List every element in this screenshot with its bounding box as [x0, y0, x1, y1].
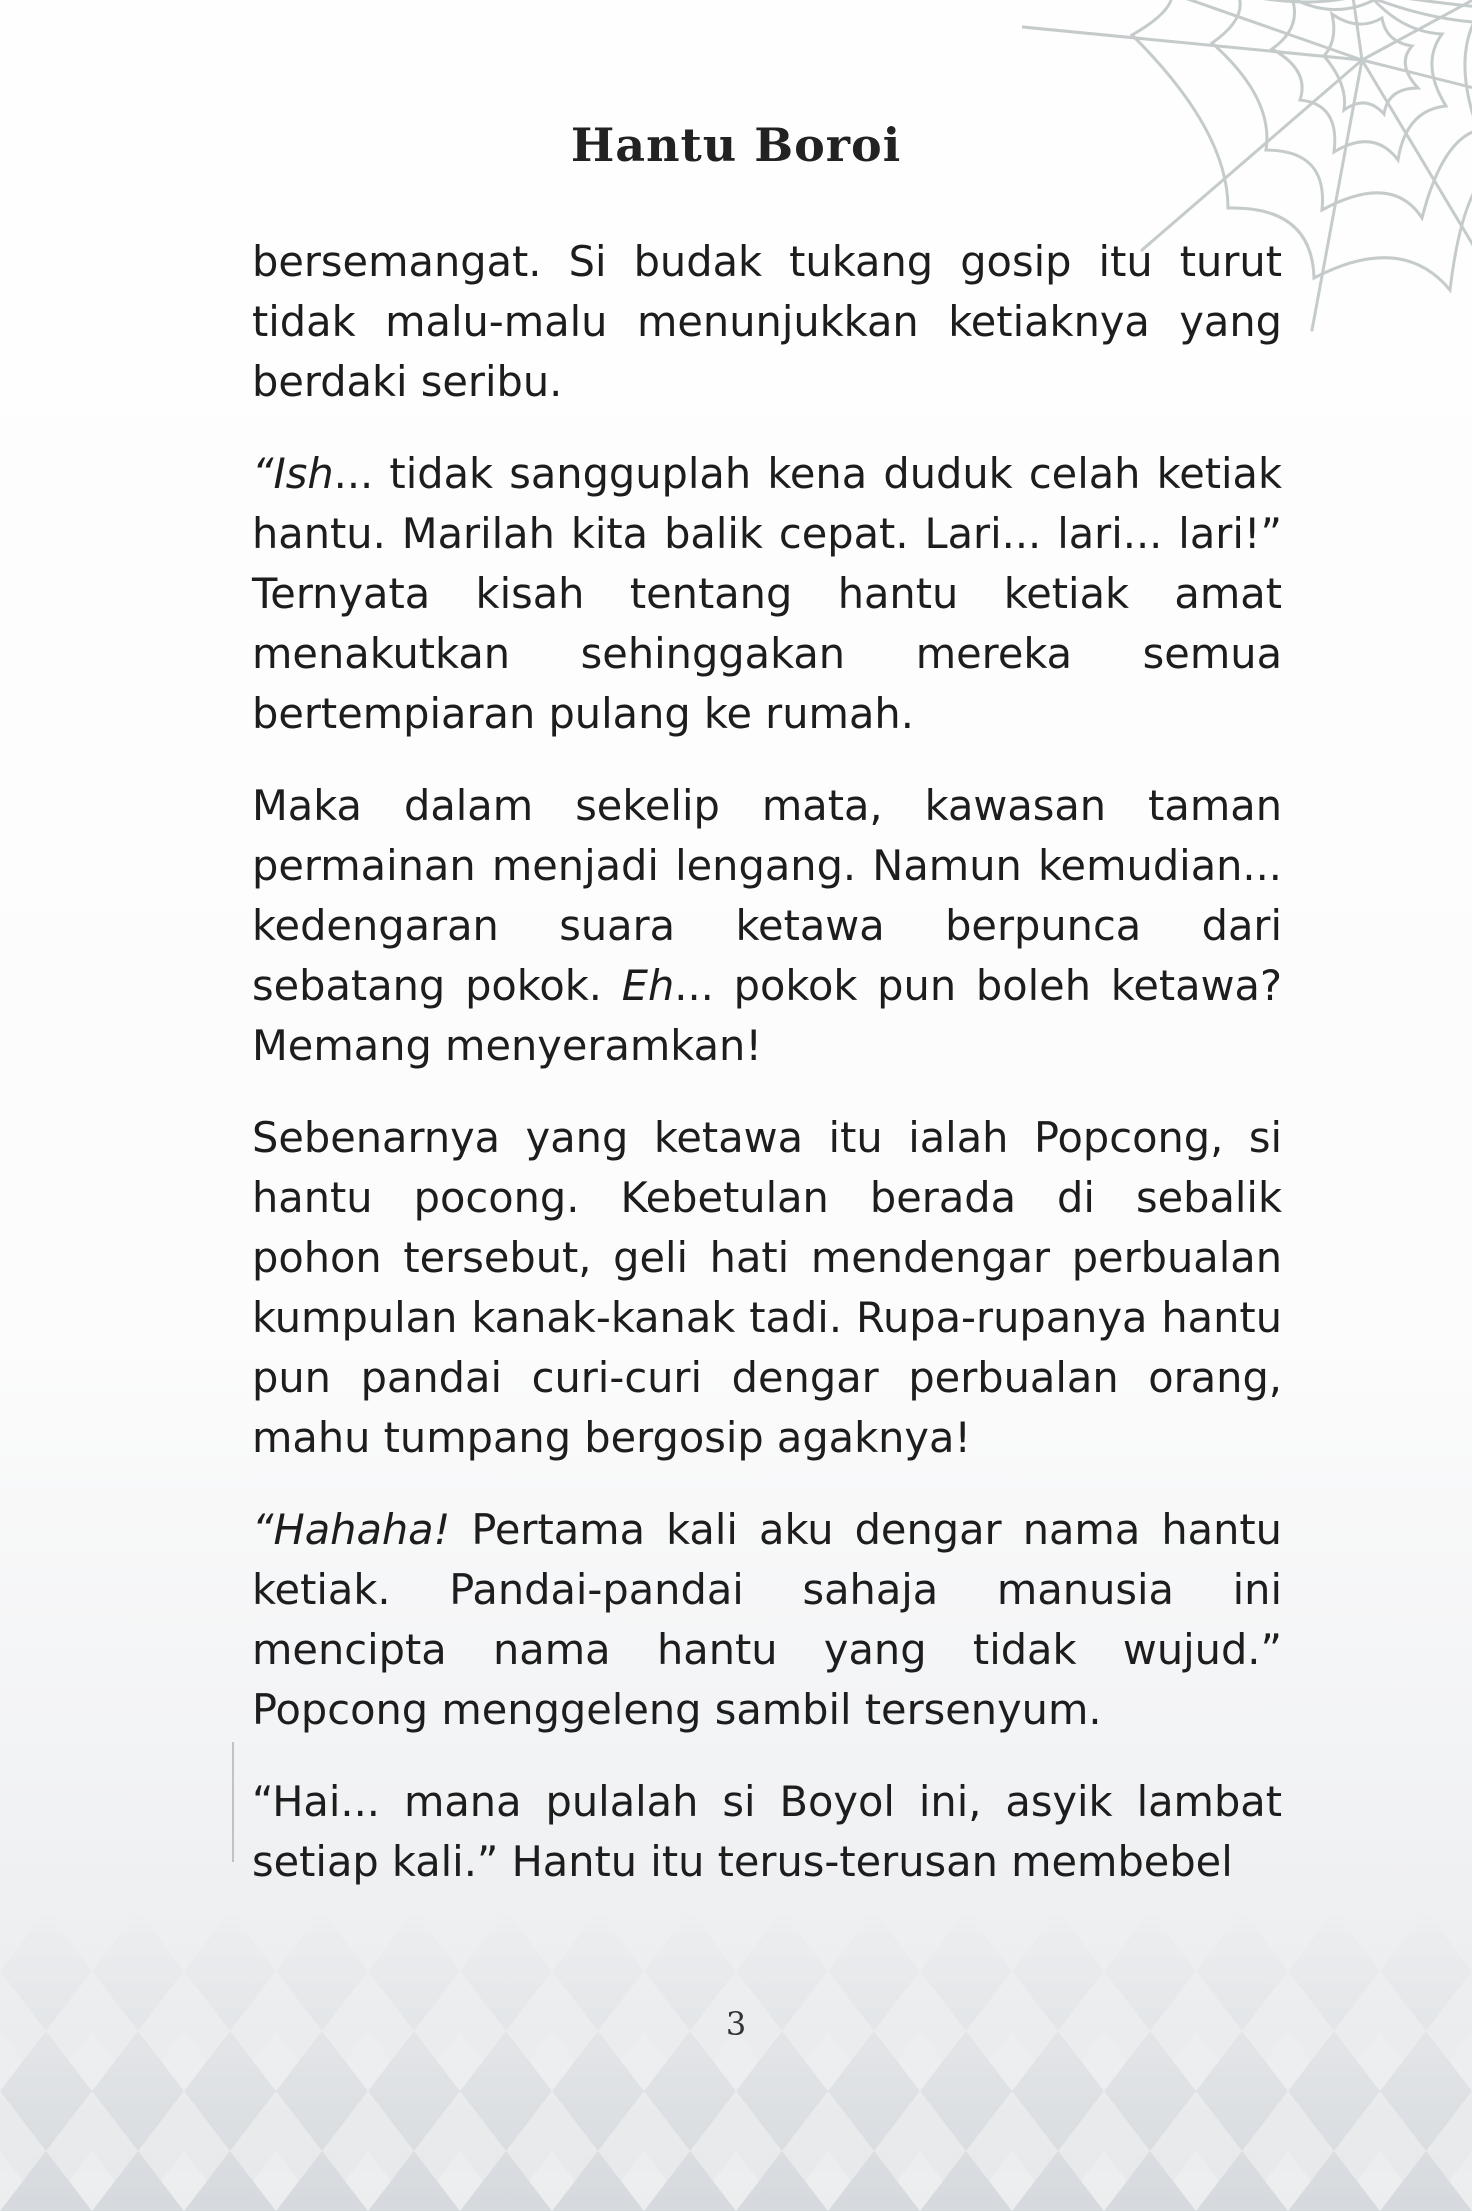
paragraph-text: Maka dalam sekelip mata, kawasan taman permainan menjadi lengang. Namun kemudian... kedengaran suara ketawa berpunca dari sebatang pokok. [252, 781, 1282, 1010]
paragraph-text: ... pokok pun boleh ketawa? Memang menyeramkan! [252, 961, 1282, 1070]
paragraph [252, 1500, 1282, 1740]
paragraph [252, 1108, 1282, 1468]
paragraph-text: Pertama kali aku dengar nama hantu ketiak. Pandai-pandai sahaja manusia ini mencipta nama hantu yang tidak wujud.” Popcong menggeleng sambil tersenyum. [252, 1505, 1282, 1734]
margin-mark [232, 1742, 234, 1862]
book-title: Hantu Boroi [570, 118, 902, 172]
page-number: 3 [725, 2005, 747, 2043]
paragraph [252, 776, 1282, 1076]
diamond-pattern-decoration [0, 1911, 1472, 2211]
italic-text: “Ish [252, 449, 334, 498]
paragraph-text: Sebenarnya yang ketawa itu ialah Popcong, si hantu pocong. Kebetulan berada di sebalik pohon tersebut, geli hati mendengar perbualan kumpulan kanak-kanak tadi. Rupa-rupanya hantu pun pandai curi-curi dengar perbualan orang, mahu tumpang bergosip agaknya! [252, 1113, 1282, 1462]
paragraph [252, 444, 1282, 744]
paragraph-text: “Hai... mana pulalah si Boyol ini, asyik lambat setiap kali.” Hantu itu terus-terusan membebel [252, 1777, 1282, 1886]
paragraph [252, 1772, 1282, 1892]
paragraph [252, 232, 1282, 412]
paragraph-text: bersemangat. Si budak tukang gosip itu turut tidak malu-malu menunjukkan ketiaknya yang berdaki seribu. [252, 237, 1282, 406]
paragraph-text: ... tidak sangguplah kena duduk celah ketiak hantu. Marilah kita balik cepat. Lari... lari... lari!” Ternyata kisah tentang hantu ketiak amat menakutkan sehinggakan mereka semua bertempiaran pulang ke rumah. [252, 449, 1282, 738]
story-text [252, 232, 1282, 1924]
italic-text: “Hahaha! [252, 1505, 451, 1554]
italic-text: Eh [621, 961, 675, 1010]
